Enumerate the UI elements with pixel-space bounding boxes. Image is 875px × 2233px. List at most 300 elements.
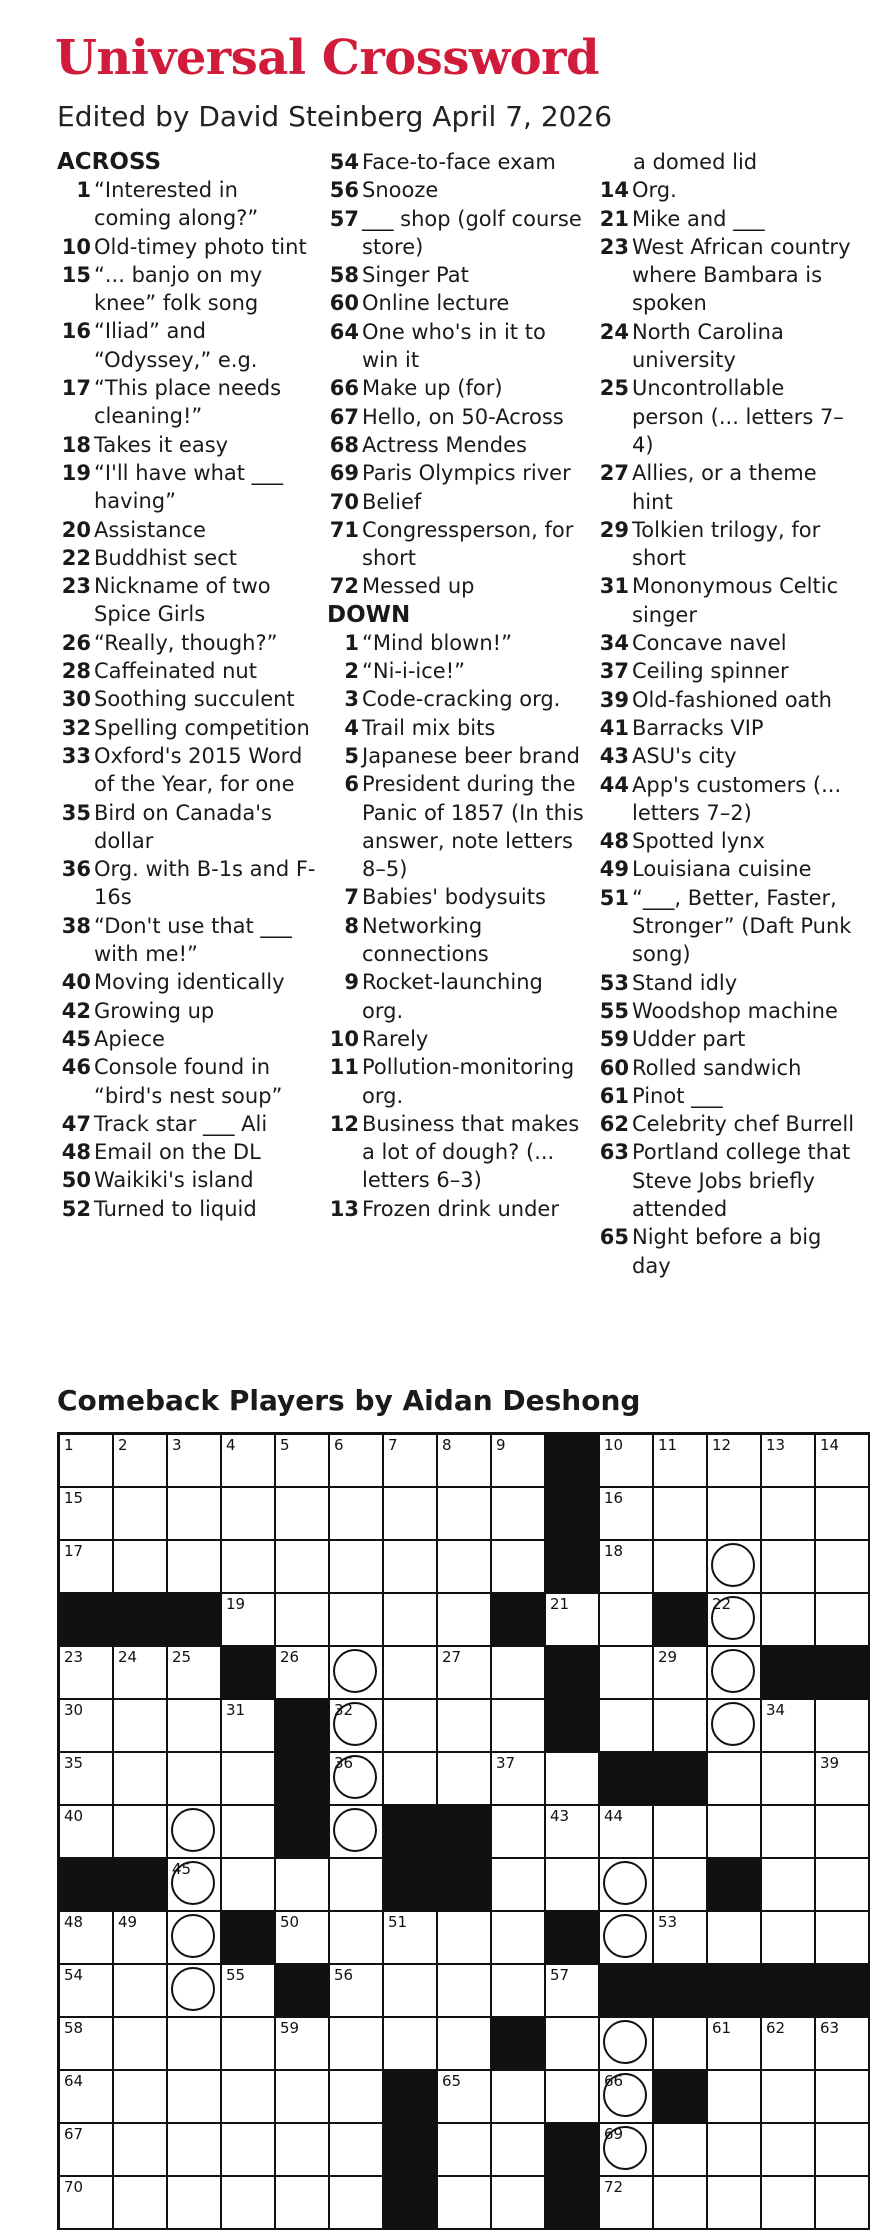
cell-number: 25 — [172, 1648, 192, 1666]
clue-text: Rocket-launching org. — [362, 970, 543, 1023]
grid-cell[interactable] — [330, 2071, 384, 2124]
clue-column-2 — [327, 148, 587, 1223]
clue-number: 52 — [61, 1196, 91, 1221]
black-square — [546, 1435, 600, 1488]
clue — [327, 459, 587, 487]
grid-cell[interactable] — [168, 1965, 222, 2018]
clue — [57, 912, 317, 969]
clue — [327, 516, 587, 573]
grid-cell[interactable] — [276, 1859, 330, 1912]
grid-cell[interactable] — [708, 2124, 762, 2177]
grid-cell[interactable] — [60, 2124, 114, 2177]
grid-cell[interactable] — [222, 2071, 276, 2124]
clue-text: Rarely — [362, 1026, 429, 1051]
grid-cell[interactable] — [384, 1753, 438, 1806]
grid-cell[interactable] — [330, 1859, 384, 1912]
grid-cell[interactable] — [114, 1647, 168, 1700]
clue-number: 31 — [599, 574, 629, 599]
grid-cell[interactable] — [384, 1647, 438, 1700]
grid-cell[interactable] — [654, 1541, 708, 1594]
grid-cell[interactable] — [60, 2177, 114, 2230]
clue — [327, 176, 587, 204]
grid-cell[interactable] — [384, 1912, 438, 1965]
grid-cell[interactable] — [654, 1647, 708, 1700]
clue-number: 3 — [344, 687, 359, 712]
grid-cell[interactable] — [816, 1700, 870, 1753]
clue-number: 12 — [329, 1111, 359, 1136]
clue-number: 15 — [61, 262, 91, 287]
clue-text: Make up (for) — [362, 376, 503, 401]
clue-text: Paris Olympics river — [362, 461, 571, 486]
grid-cell[interactable] — [60, 1488, 114, 1541]
clue-text: “Really, though?” — [94, 630, 278, 655]
grid-cell[interactable] — [708, 1541, 762, 1594]
grid-cell[interactable] — [492, 1541, 546, 1594]
clue-number: 24 — [599, 319, 629, 344]
clue-text: ASU's city — [632, 744, 737, 769]
grid-cell[interactable] — [438, 1594, 492, 1647]
clue-text: Tolkien trilogy, for short — [632, 517, 821, 571]
grid-cell[interactable] — [708, 1806, 762, 1859]
grid-cell[interactable] — [708, 2018, 762, 2071]
clue — [57, 855, 317, 912]
circle-marker — [711, 1649, 755, 1693]
grid-cell[interactable] — [438, 1753, 492, 1806]
clue-number: 47 — [61, 1111, 91, 1136]
grid-cell[interactable] — [168, 1541, 222, 1594]
grid-cell[interactable] — [762, 1488, 816, 1541]
grid-cell[interactable] — [438, 2071, 492, 2124]
grid-cell[interactable] — [60, 1700, 114, 1753]
grid-cell[interactable] — [60, 1753, 114, 1806]
grid-cell[interactable] — [654, 1859, 708, 1912]
grid-cell[interactable] — [600, 1488, 654, 1541]
grid-cell[interactable] — [276, 2018, 330, 2071]
grid-cell[interactable] — [492, 2177, 546, 2230]
grid-cell[interactable] — [276, 1541, 330, 1594]
grid-cell[interactable] — [708, 1594, 762, 1647]
grid-cell[interactable] — [600, 1594, 654, 1647]
clue — [57, 997, 317, 1025]
grid-cell[interactable] — [114, 2124, 168, 2177]
clue — [57, 1195, 317, 1223]
grid-cell[interactable] — [762, 1594, 816, 1647]
grid-cell[interactable] — [222, 2177, 276, 2230]
grid-cell[interactable] — [330, 1541, 384, 1594]
grid-cell[interactable] — [60, 2071, 114, 2124]
grid-cell[interactable] — [492, 1965, 546, 2018]
clue-text: “___, Better, Faster, Stronger” (Daft Punk song) — [632, 885, 852, 967]
grid-cell[interactable] — [60, 2018, 114, 2071]
grid-cell[interactable] — [222, 1700, 276, 1753]
grid-cell[interactable] — [816, 1541, 870, 1594]
clue — [327, 629, 587, 657]
grid-cell[interactable] — [708, 1647, 762, 1700]
black-square — [762, 1647, 816, 1700]
clue — [597, 374, 857, 459]
cell-number: 26 — [280, 1648, 300, 1666]
clue-number: 48 — [599, 829, 629, 854]
clue-number: 38 — [61, 913, 91, 938]
grid-cell[interactable] — [762, 1912, 816, 1965]
grid-cell[interactable] — [654, 2124, 708, 2177]
grid-cell[interactable] — [330, 1435, 384, 1488]
grid-cell[interactable] — [276, 1488, 330, 1541]
clue-text: App's customers (... letters 7–2) — [632, 772, 842, 825]
cell-number: 40 — [64, 1807, 84, 1825]
grid-cell[interactable] — [276, 1912, 330, 1965]
grid-cell[interactable] — [168, 1488, 222, 1541]
cell-number: 1 — [64, 1436, 74, 1454]
cell-number: 10 — [604, 1436, 624, 1454]
clue-text: Business that makes a lot of dough? (... letters 6–3) — [362, 1111, 580, 1193]
clue-text: Waikiki's island — [94, 1168, 254, 1193]
cell-number: 9 — [496, 1436, 506, 1454]
black-square — [384, 1806, 438, 1859]
grid-cell[interactable] — [384, 1488, 438, 1541]
clue-number: 58 — [329, 263, 359, 288]
clue-text: Bird on Canada's dollar — [94, 800, 272, 853]
grid-cell[interactable] — [438, 2018, 492, 2071]
grid-cell[interactable] — [708, 1753, 762, 1806]
grid-cell[interactable] — [816, 2071, 870, 2124]
black-square — [384, 2124, 438, 2177]
clue-text: President during the Panic of 1857 (In this answer, note letters 8–5) — [362, 772, 584, 882]
grid-cell[interactable] — [708, 1700, 762, 1753]
grid-cell[interactable] — [600, 1859, 654, 1912]
grid-cell[interactable] — [330, 1912, 384, 1965]
grid-cell[interactable] — [168, 2018, 222, 2071]
circle-marker — [333, 1808, 377, 1852]
clue-text: Nickname of two Spice Girls — [94, 574, 271, 627]
grid-cell[interactable] — [762, 2124, 816, 2177]
black-square — [546, 1541, 600, 1594]
grid-cell[interactable] — [60, 1541, 114, 1594]
clue-text: “Don't use that ___ with me!” — [94, 913, 292, 967]
clue-number: 20 — [61, 517, 91, 542]
grid-cell[interactable] — [114, 1700, 168, 1753]
grid-cell[interactable] — [816, 2177, 870, 2230]
clue-text: Japanese beer brand — [362, 743, 580, 768]
grid-cell[interactable] — [492, 1647, 546, 1700]
clue — [57, 459, 317, 516]
grid-cell[interactable] — [330, 1700, 384, 1753]
clue-text: Apiece — [94, 1026, 165, 1051]
grid-cell[interactable] — [330, 1594, 384, 1647]
grid-cell[interactable] — [168, 2071, 222, 2124]
grid-cell[interactable] — [546, 1965, 600, 2018]
grid-cell[interactable] — [492, 2071, 546, 2124]
clue-number: 21 — [599, 206, 629, 231]
grid-cell[interactable] — [330, 1647, 384, 1700]
grid-cell[interactable] — [708, 1435, 762, 1488]
grid-cell[interactable] — [600, 1806, 654, 1859]
clue — [327, 714, 587, 742]
grid-cell[interactable] — [492, 1806, 546, 1859]
grid-cell[interactable] — [816, 1912, 870, 1965]
clue-number: 1 — [76, 178, 91, 202]
grid-cell[interactable] — [708, 1912, 762, 1965]
clue-text: Code-cracking org. — [362, 687, 561, 712]
grid-cell[interactable] — [816, 1594, 870, 1647]
grid-cell[interactable] — [222, 1594, 276, 1647]
grid-cell[interactable] — [762, 1806, 816, 1859]
grid-cell[interactable] — [492, 1753, 546, 1806]
clue-text: Singer Pat — [362, 263, 469, 288]
grid-cell[interactable] — [762, 1541, 816, 1594]
grid-cell[interactable] — [600, 1700, 654, 1753]
grid-cell[interactable] — [762, 2018, 816, 2071]
grid-cell[interactable] — [168, 1700, 222, 1753]
clue-number: 39 — [599, 687, 629, 712]
clue — [57, 431, 317, 459]
grid-cell[interactable] — [546, 1753, 600, 1806]
clue-text: Online lecture — [362, 291, 510, 316]
clue — [597, 771, 857, 828]
grid-cell[interactable] — [114, 2018, 168, 2071]
grid-cell[interactable] — [654, 2018, 708, 2071]
clue — [597, 969, 857, 997]
clue-number: 30 — [61, 687, 91, 712]
black-square — [384, 2071, 438, 2124]
grid-cell[interactable] — [438, 1647, 492, 1700]
grid-cell[interactable] — [654, 2177, 708, 2230]
grid-cell[interactable] — [762, 2177, 816, 2230]
grid-cell[interactable] — [114, 2071, 168, 2124]
grid-cell[interactable] — [762, 1435, 816, 1488]
grid-cell[interactable] — [492, 1435, 546, 1488]
clue — [57, 1138, 317, 1166]
clue — [57, 516, 317, 544]
grid-cell[interactable] — [276, 1435, 330, 1488]
grid-cell[interactable] — [276, 1647, 330, 1700]
clue-number: 9 — [344, 970, 359, 995]
grid-cell[interactable] — [114, 1965, 168, 2018]
grid-cell[interactable] — [600, 1912, 654, 1965]
clue — [57, 1053, 317, 1110]
clue-text: Concave navel — [632, 631, 787, 656]
black-square — [816, 1647, 870, 1700]
clue — [327, 685, 587, 713]
clue — [57, 176, 317, 233]
grid-cell[interactable] — [438, 1912, 492, 1965]
grid-cell[interactable] — [492, 2124, 546, 2177]
grid-cell[interactable] — [654, 1912, 708, 1965]
clue-number: 6 — [344, 772, 359, 797]
grid-cell[interactable] — [330, 1806, 384, 1859]
grid-cell[interactable] — [654, 1806, 708, 1859]
grid-cell[interactable] — [600, 1647, 654, 1700]
grid-cell[interactable] — [762, 1859, 816, 1912]
grid-cell[interactable] — [816, 1753, 870, 1806]
clue-text: “I'll have what ___ having” — [94, 460, 284, 514]
black-square — [708, 1859, 762, 1912]
across-heading: ACROSS — [57, 149, 162, 175]
clue-number: 14 — [599, 178, 629, 203]
clue — [327, 1195, 587, 1223]
grid-cell[interactable] — [222, 2124, 276, 2177]
clue-number: 43 — [599, 744, 629, 769]
grid-cell[interactable] — [438, 1435, 492, 1488]
grid-cell[interactable] — [654, 1488, 708, 1541]
grid-cell[interactable] — [114, 1753, 168, 1806]
clue-text: Frozen drink under — [362, 1196, 559, 1221]
black-square — [546, 1700, 600, 1753]
grid-cell[interactable] — [114, 1912, 168, 1965]
grid-cell[interactable] — [114, 1806, 168, 1859]
grid-cell[interactable] — [600, 2071, 654, 2124]
grid-cell[interactable] — [492, 1859, 546, 1912]
grid-cell[interactable] — [492, 1912, 546, 1965]
grid-cell[interactable] — [222, 1541, 276, 1594]
grid-cell[interactable] — [222, 1806, 276, 1859]
cell-number: 19 — [226, 1595, 246, 1613]
clue-text: Soothing succulent — [94, 687, 295, 712]
clue — [597, 1138, 857, 1223]
clue — [597, 657, 857, 685]
circle-marker — [333, 1649, 377, 1693]
grid-cell[interactable] — [222, 1859, 276, 1912]
grid-cell[interactable] — [816, 2018, 870, 2071]
grid-cell[interactable] — [438, 1965, 492, 2018]
grid-cell[interactable] — [114, 1435, 168, 1488]
grid-cell[interactable] — [222, 1488, 276, 1541]
grid-cell[interactable] — [276, 2177, 330, 2230]
clue-number: 66 — [329, 376, 359, 401]
grid-cell[interactable] — [384, 1594, 438, 1647]
grid-cell[interactable] — [708, 1488, 762, 1541]
clue-text: Belief — [362, 489, 422, 514]
grid-cell[interactable] — [438, 1541, 492, 1594]
cell-number: 32 — [334, 1701, 354, 1719]
grid-cell[interactable] — [762, 2071, 816, 2124]
grid-cell[interactable] — [816, 2124, 870, 2177]
cell-number: 5 — [280, 1436, 290, 1454]
grid-cell[interactable] — [330, 2018, 384, 2071]
black-square — [654, 1965, 708, 2018]
grid-cell[interactable] — [168, 1806, 222, 1859]
grid-cell[interactable] — [438, 2124, 492, 2177]
grid-cell[interactable] — [600, 1435, 654, 1488]
grid-cell[interactable] — [546, 1594, 600, 1647]
grid-cell[interactable] — [438, 1488, 492, 1541]
grid-cell[interactable] — [816, 1806, 870, 1859]
grid-cell[interactable] — [330, 1488, 384, 1541]
grid-cell[interactable] — [546, 2071, 600, 2124]
grid-cell[interactable] — [762, 1700, 816, 1753]
grid-cell[interactable] — [816, 1488, 870, 1541]
grid-cell[interactable] — [384, 1435, 438, 1488]
grid-cell[interactable] — [222, 1753, 276, 1806]
clue-number: 63 — [599, 1140, 629, 1165]
grid-cell[interactable] — [330, 2124, 384, 2177]
grid-cell[interactable] — [546, 1806, 600, 1859]
clue-text: “Mind blown!” — [362, 630, 512, 655]
grid-cell[interactable] — [168, 1912, 222, 1965]
cell-number: 45 — [172, 1860, 192, 1878]
clue-text: Growing up — [94, 998, 215, 1023]
clue-number: 60 — [329, 291, 359, 316]
cell-number: 70 — [64, 2178, 84, 2196]
grid-cell[interactable] — [222, 1435, 276, 1488]
grid-cell[interactable] — [168, 1753, 222, 1806]
cell-number: 59 — [280, 2019, 300, 2037]
black-square — [816, 1965, 870, 2018]
grid-cell[interactable] — [168, 2177, 222, 2230]
grid-cell[interactable] — [168, 1859, 222, 1912]
grid-cell[interactable] — [384, 2018, 438, 2071]
grid-cell[interactable] — [60, 1647, 114, 1700]
crossword-grid — [57, 1432, 870, 2230]
grid-cell[interactable] — [600, 2177, 654, 2230]
grid-cell[interactable] — [762, 1753, 816, 1806]
black-square — [762, 1965, 816, 2018]
grid-cell[interactable] — [438, 1700, 492, 1753]
grid-cell[interactable] — [60, 1912, 114, 1965]
clue-number: 41 — [599, 715, 629, 740]
clue — [327, 148, 587, 176]
clue — [327, 403, 587, 431]
grid-cell[interactable] — [708, 2071, 762, 2124]
grid-cell[interactable] — [114, 1488, 168, 1541]
grid-cell[interactable] — [330, 1965, 384, 2018]
grid-cell[interactable] — [330, 1753, 384, 1806]
grid-cell[interactable] — [222, 2018, 276, 2071]
grid-cell[interactable] — [114, 1541, 168, 1594]
grid-cell[interactable] — [168, 2124, 222, 2177]
clue-text: Org. — [632, 178, 677, 203]
grid-cell[interactable] — [276, 1594, 330, 1647]
clue-number: 56 — [329, 178, 359, 203]
grid-cell[interactable] — [60, 1806, 114, 1859]
circle-marker — [711, 1543, 755, 1587]
grid-cell[interactable] — [222, 1965, 276, 2018]
grid-cell[interactable] — [600, 1541, 654, 1594]
grid-cell[interactable] — [168, 1647, 222, 1700]
grid-cell[interactable] — [816, 1435, 870, 1488]
black-square — [438, 1859, 492, 1912]
grid-cell[interactable] — [546, 1859, 600, 1912]
grid-cell[interactable] — [438, 2177, 492, 2230]
grid-cell[interactable] — [600, 2018, 654, 2071]
grid-cell[interactable] — [384, 1700, 438, 1753]
clue-number: 28 — [61, 659, 91, 684]
grid-cell[interactable] — [114, 2177, 168, 2230]
grid-cell[interactable] — [384, 1965, 438, 2018]
grid-cell[interactable] — [60, 1965, 114, 2018]
grid-cell[interactable] — [708, 2177, 762, 2230]
cell-number: 31 — [226, 1701, 246, 1719]
grid-cell[interactable] — [276, 2071, 330, 2124]
grid-cell[interactable] — [384, 1541, 438, 1594]
clue — [327, 657, 587, 685]
grid-cell[interactable] — [330, 2177, 384, 2230]
cell-number: 37 — [496, 1754, 516, 1772]
grid-cell[interactable] — [546, 2018, 600, 2071]
grid-cell[interactable] — [654, 1435, 708, 1488]
grid-cell[interactable] — [816, 1859, 870, 1912]
cell-number: 22 — [712, 1595, 732, 1613]
grid-cell[interactable] — [60, 1435, 114, 1488]
grid-cell[interactable] — [492, 1700, 546, 1753]
black-square — [492, 1594, 546, 1647]
grid-cell[interactable] — [600, 2124, 654, 2177]
clue-text: Spelling competition — [94, 715, 310, 740]
grid-cell[interactable] — [276, 2124, 330, 2177]
grid-cell[interactable] — [168, 1435, 222, 1488]
grid-cell[interactable] — [654, 1700, 708, 1753]
grid-cell[interactable] — [492, 1488, 546, 1541]
